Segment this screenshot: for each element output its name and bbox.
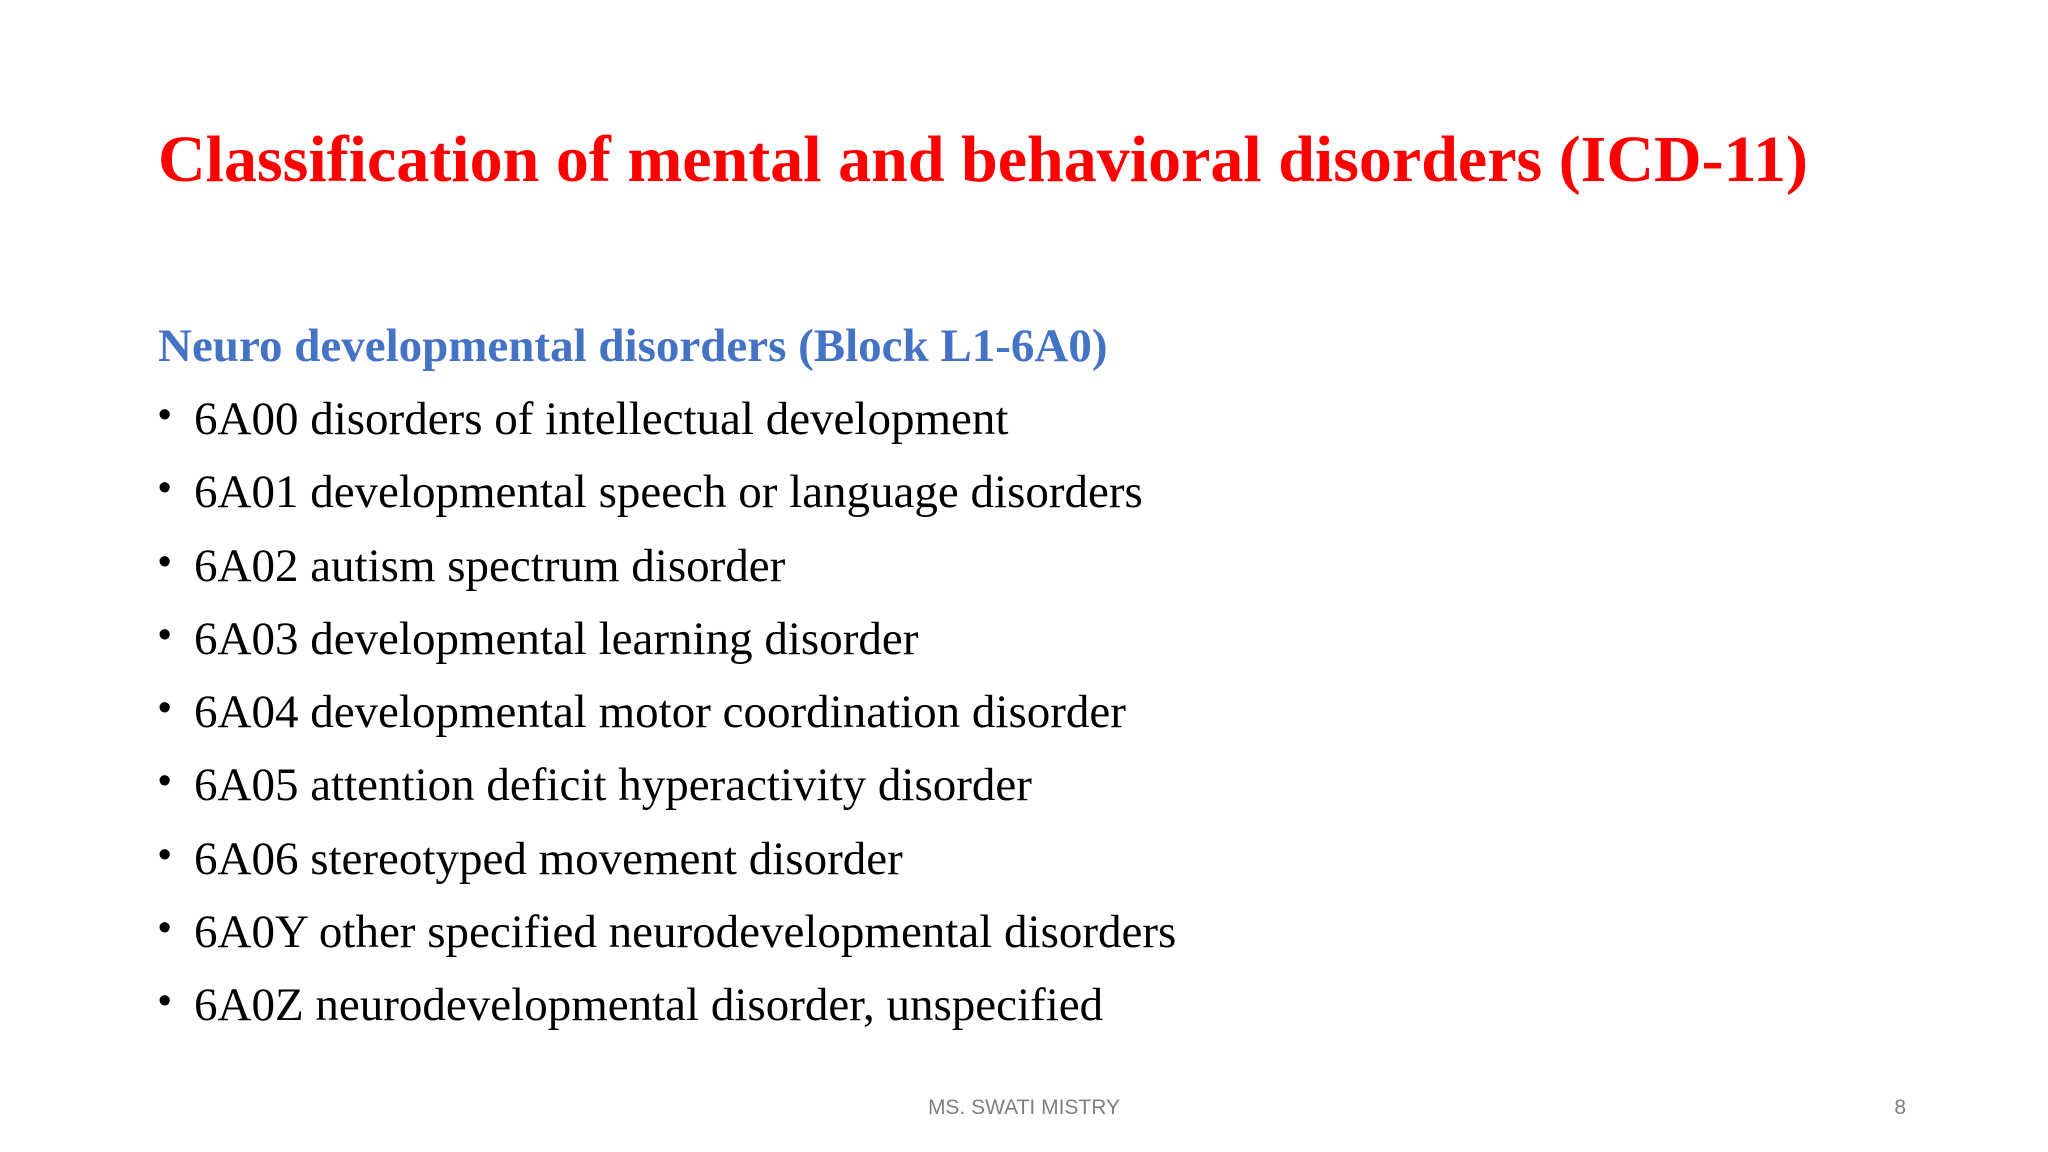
bullet-icon: • <box>158 613 172 656</box>
list-item-text: 6A0Z neurodevelopmental disorder, unspecified <box>194 979 1104 1032</box>
bullet-icon: • <box>158 687 172 730</box>
list-item <box>158 383 1858 456</box>
list-item-text: 6A05 attention deficit hyperactivity disorder <box>194 759 1032 812</box>
list-item <box>158 530 1858 603</box>
list-item <box>158 603 1858 676</box>
list-item <box>158 969 1858 1042</box>
bullet-icon: • <box>158 394 172 436</box>
list-item-text: 6A01 developmental speech or language disorders <box>194 466 1143 519</box>
bullet-icon: • <box>158 833 172 876</box>
list-item <box>158 823 1858 896</box>
bullet-icon: • <box>158 467 172 510</box>
slide-content <box>158 310 1858 1043</box>
list-item-text: 6A04 developmental motor coordination disorder <box>194 686 1126 739</box>
list-item <box>158 896 1858 969</box>
disorder-list <box>158 383 1858 1043</box>
list-item-text: 6A06 stereotyped movement disorder <box>194 832 903 885</box>
list-item <box>158 749 1858 822</box>
list-item <box>158 456 1858 529</box>
bullet-icon: • <box>158 980 172 1023</box>
list-item-text: 6A00 disorders of intellectual development <box>194 393 1009 445</box>
section-subtitle: Neuro developmental disorders (Block L1-6A0) <box>158 320 1108 372</box>
bullet-icon: • <box>158 760 172 803</box>
bullet-icon: • <box>158 907 172 950</box>
list-item <box>158 676 1858 749</box>
list-item-text: 6A02 autism spectrum disorder <box>194 539 786 592</box>
page-number: 8 <box>1894 1096 1906 1119</box>
list-item-text: 6A0Y other specified neurodevelopmental disorders <box>194 906 1177 959</box>
footer-author: MS. SWATI MISTRY <box>927 1096 1121 1119</box>
list-item-text: 6A03 developmental learning disorder <box>194 612 919 665</box>
bullet-icon: • <box>158 540 172 583</box>
slide-title: Classification of mental and behavioral disorders (ICD-11) <box>158 123 1808 196</box>
